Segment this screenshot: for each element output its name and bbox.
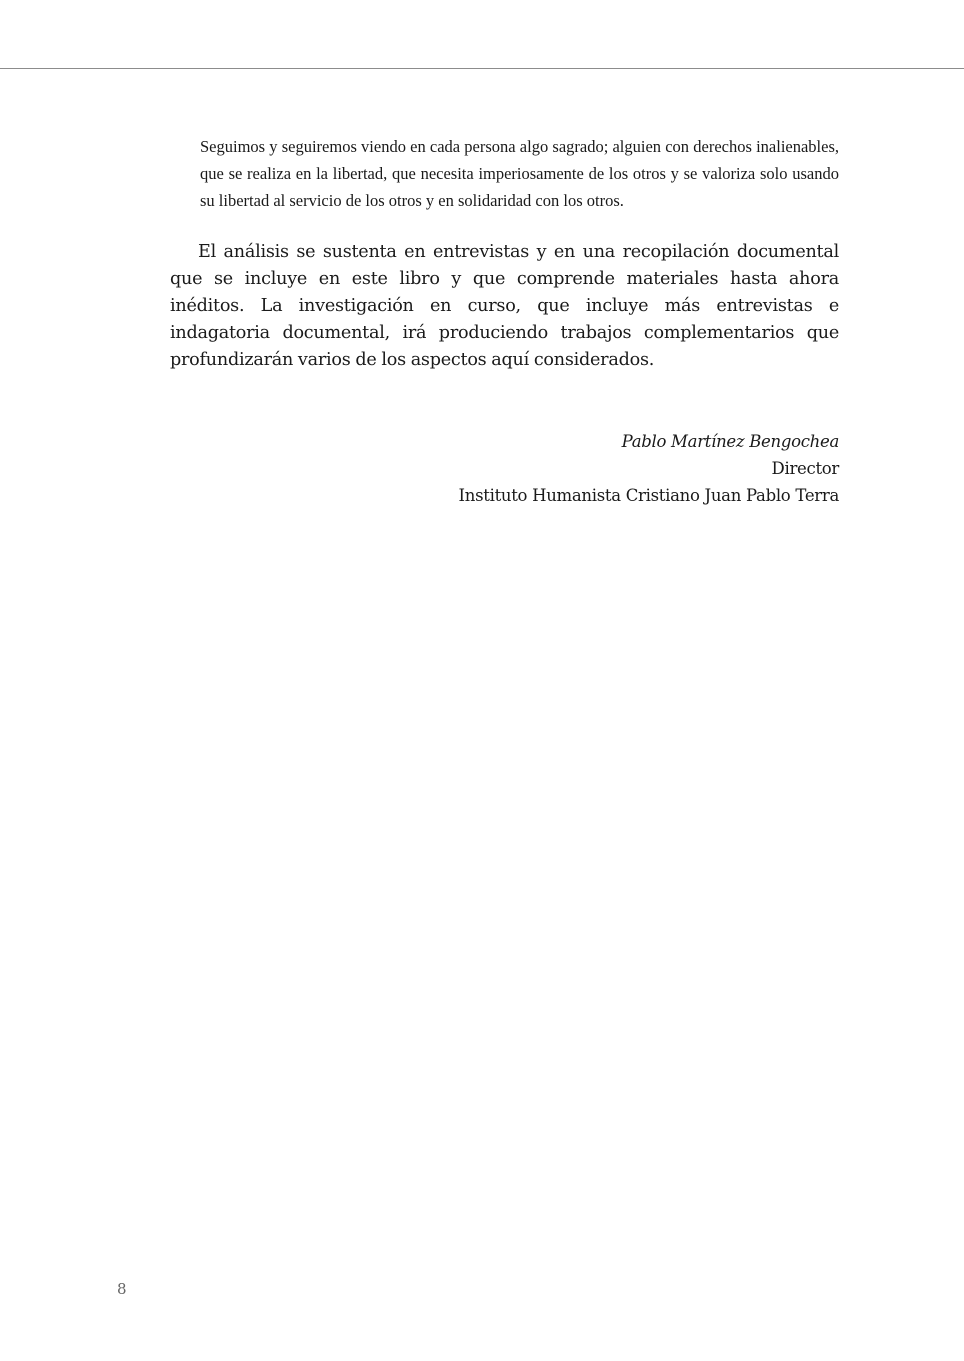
signature-block [339,428,839,509]
signature-role: Director [771,459,839,478]
signature-name: Pablo Martínez Bengochea [621,432,839,451]
body-paragraph: El análisis se sustenta en entrevistas y en una recopilación documental que se incluye en este libro y que comprende materiales hasta ahora inéditos. La investigación en curso, que incluye más entrevistas e indagatoria documental, irá produciendo trabajos complementarios que profundizarán varios de los aspectos aquí considerados. [170,242,839,370]
signature-organization: Instituto Humanista Cristiano Juan Pablo Terra [458,486,839,505]
block-quote: Seguimos y seguiremos viendo en cada persona algo sagrado; alguien con derechos inalienables, que se realiza en la libertad, que necesita imperiosamente de los otros y se valoriza solo usando su libertad al servicio de los otros y en solidaridad con los otros. [200,137,839,210]
page-number: 8 [117,1280,127,1298]
header-rule [0,68,964,69]
